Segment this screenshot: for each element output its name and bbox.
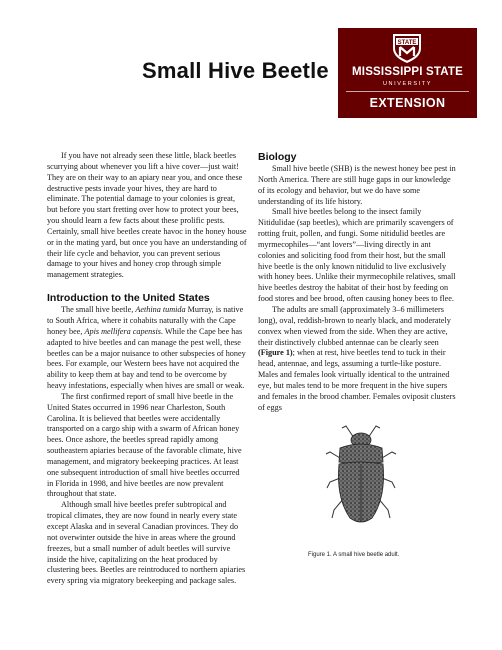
right-column bbox=[258, 151, 458, 413]
logo-divider bbox=[346, 91, 469, 92]
bio-paragraph-1: Small hive beetle (SHB) is the newest honey bee pest in North America. There are still huge gaps in our knowledge of its ecology and behavior, but we do have some understanding of its life history. bbox=[258, 164, 456, 206]
logo-subtitle: UNIVERSITY bbox=[382, 81, 432, 87]
beetle-illustration bbox=[322, 418, 400, 530]
bio-paragraph-3 bbox=[258, 305, 458, 413]
section-heading-us: Introduction to the United States bbox=[47, 292, 210, 305]
left-column bbox=[47, 151, 247, 587]
us-p1-sci-name-1: Aethina tumida bbox=[135, 305, 186, 315]
logo-name: MISSISSIPPI STATE bbox=[352, 66, 463, 78]
bio-p3-text-b: ; when at rest, hive beetles tend to tuck in their head, antennae, and legs, assuming a turtle-like posture. Males and females look virtually identical to the untrained eye, but males tend to be more frequent in the hive supers and females in the brood chamber. Females oviposit clusters of eggs bbox=[258, 348, 456, 412]
shield-text: STATE bbox=[397, 39, 417, 46]
us-p1-sci-name-2: Apis mellifera capensis bbox=[84, 326, 161, 336]
bio-p3-text-a: The adults are small (approximately 3–6 millimeters long), oval, reddish-brown to nearly black, and moderately convex when viewed from the side. When they are active, their distinctively clubbed antennae can be clearly seen bbox=[258, 304, 451, 347]
page-title: Small Hive Beetle bbox=[142, 58, 329, 83]
bio-paragraph-2: Small hive beetles belong to the insect family Nitidulidae (sap beetles), which are primarily scavengers of rotting fruit, pollen, and fungi. Some nitidulid beetles are myrmecophiles—“ant lovers”—living directly in ant colonies and soliciting food from their host, but the small hive beetle is the only known nitidulid to live exclusively with honey bees. Unlike their myrmecophile relatives, small hive beetles destroy the habitat of their host by feeding on food stores and bee brood, often causing honey bees to flee. bbox=[258, 207, 456, 304]
us-p1-text-a: The small hive beetle, bbox=[61, 305, 136, 315]
section-heading-biology: Biology bbox=[258, 151, 297, 163]
us-paragraph-3: Although small hive beetles prefer subtropical and tropical climates, they are now found in nearly every state except Alaska and in several Canadian provinces. They do not overwinter outside the hive in areas where the ground freezes, but a small number of adult beetles will survive inside the hive, capitalizing on the heat produced by clustering bees. Beetles are reintroduced to northern apiaries every spring via migratory beekeeping and package sales. bbox=[47, 500, 246, 586]
figure-caption: Figure 1. A small hive beetle adult. bbox=[308, 552, 400, 558]
us-p1-text-c: . While the Cape bee has adapted to hive beetles and can manage the pest well, these beetles can be a major nuisance to other subspecies of honey bees. For example, our Western bees have not acquired the ability to keep them at bay and tend to be overcome by heavy infestations, especially when hives are small or weak. bbox=[47, 326, 246, 391]
logo-unit: EXTENSION bbox=[369, 96, 446, 110]
msu-extension-logo bbox=[338, 28, 477, 118]
us-p1-text-b: Murray, is native to South Africa, where it cohabits naturally with the Cape honey bee, bbox=[47, 305, 244, 336]
figure-reference: (Figure 1) bbox=[258, 348, 293, 358]
msu-shield-icon bbox=[390, 32, 424, 64]
us-paragraph-1 bbox=[47, 305, 247, 392]
intro-paragraph: If you have not already seen these little, black beetles scurrying about whenever you lift a hive cover—just wait! They are on their way to an apiary near you, and once these destructive pests invade your hives, they are hard to eliminate. The potential damage to your colonies is great, but before you start fretting over how to protect your bees, you should learn a few facts about these prolific pests. Certainly, small hive beetles create havoc in the honey house or in the mating yard, but once you have an understanding of their life cycle and behavior, you can prevent serious damage to your hives and honey crop through simple management strategies. bbox=[47, 151, 247, 280]
us-paragraph-2: The first confirmed report of small hive beetle in the United States occurred in 1996 near Charleston, South Carolina. It is believed that beetles were accidentally transported on a cargo ship with a swarm of African honey bees. Once ashore, the beetles spread rapidly among southeastern apiaries because of the favorable climate, hive management, and migratory beekeeping practices. At least one subsequent introduction of small hive beetles occurred in Florida in 1998, and hive beetles are now prevalent throughout that state. bbox=[47, 391, 242, 499]
